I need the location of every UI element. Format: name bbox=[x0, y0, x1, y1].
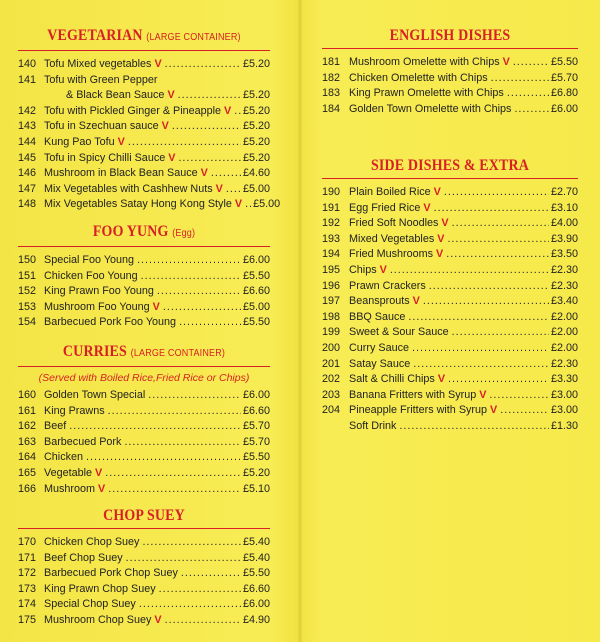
item-name: Beansprouts bbox=[349, 295, 410, 308]
vegetarian-marker: V bbox=[224, 104, 232, 117]
section-subtitle: (LARGE CONTAINER) bbox=[146, 32, 241, 43]
dot-leader bbox=[172, 119, 241, 135]
item-price: £5.20 bbox=[242, 135, 270, 148]
vegetarian-marker: V bbox=[167, 89, 175, 102]
item-price: £6.00 bbox=[242, 254, 270, 266]
item-number: 191 bbox=[322, 201, 341, 214]
vegetarian-marker: V bbox=[234, 198, 243, 211]
item-price: £5.50 bbox=[242, 316, 270, 329]
menu-item bbox=[18, 104, 270, 120]
section-title-text: ENGLISH DISHES bbox=[389, 27, 511, 44]
dot-leader bbox=[105, 466, 241, 482]
item-number: 148 bbox=[18, 198, 37, 211]
item-price: £6.00 bbox=[242, 598, 270, 611]
section-note: (Served with Boiled Rice,Fried Rice or Chips) bbox=[38, 372, 250, 384]
item-name: Tofu in Szechuan sauce bbox=[44, 120, 159, 133]
vegetarian-marker: V bbox=[437, 373, 446, 386]
chop-suey-section bbox=[18, 506, 270, 629]
item-price: £5.20 bbox=[242, 89, 270, 102]
item-number: 204 bbox=[322, 404, 341, 417]
item-number: 143 bbox=[18, 120, 37, 133]
item-number: 196 bbox=[322, 279, 341, 292]
dot-leader bbox=[452, 325, 549, 341]
menu-item bbox=[322, 279, 578, 295]
menu-item bbox=[18, 613, 270, 629]
dot-leader bbox=[413, 357, 549, 373]
vegetarian-marker: V bbox=[200, 167, 208, 180]
item-name: Barbecued Pork bbox=[44, 435, 122, 448]
item-price: £5.40 bbox=[242, 536, 270, 548]
dot-leader bbox=[507, 86, 549, 102]
item-number: 202 bbox=[322, 373, 341, 386]
item-price: £5.70 bbox=[550, 71, 578, 84]
item-price: £6.60 bbox=[242, 582, 270, 595]
page-fold bbox=[298, 0, 302, 642]
item-number: 152 bbox=[18, 285, 37, 298]
vegetarian-marker: V bbox=[490, 404, 498, 417]
dot-leader bbox=[141, 269, 241, 285]
item-number: 142 bbox=[18, 104, 37, 117]
vegetarian-marker: V bbox=[436, 248, 444, 261]
menu-item bbox=[322, 185, 578, 201]
item-name: Mushroom in Black Bean Sauce bbox=[44, 167, 198, 180]
item-price: £2.00 bbox=[550, 326, 578, 339]
item-number: 203 bbox=[322, 388, 341, 401]
curries-section bbox=[18, 342, 270, 497]
vegetarian-marker: V bbox=[379, 263, 387, 276]
menu-item bbox=[18, 119, 270, 135]
section-title-text: SIDE DISHES & EXTRA bbox=[370, 157, 530, 174]
section-title-text: CURRIES bbox=[62, 343, 127, 360]
section-title bbox=[335, 26, 565, 46]
item-name: Tofu with Green Pepper bbox=[44, 73, 158, 86]
item-price: £5.20 bbox=[242, 151, 270, 164]
item-name: Golden Town Omelette with Chips bbox=[349, 102, 512, 115]
vegetarian-marker: V bbox=[423, 201, 431, 214]
menu-item bbox=[322, 325, 578, 341]
item-number: 166 bbox=[18, 482, 37, 495]
item-name: Mushroom Chop Suey bbox=[44, 613, 152, 626]
item-name: Chicken Foo Young bbox=[44, 269, 138, 282]
dot-leader bbox=[434, 201, 549, 217]
menu-item bbox=[18, 269, 270, 285]
dot-leader bbox=[163, 300, 241, 316]
item-number: 172 bbox=[18, 567, 37, 580]
menu-item bbox=[322, 247, 578, 263]
menu-item bbox=[322, 403, 578, 419]
item-price: £3.90 bbox=[550, 232, 578, 245]
section-divider bbox=[322, 48, 578, 49]
item-price: £4.00 bbox=[550, 217, 578, 230]
vegetarian-marker: V bbox=[98, 482, 106, 495]
item-name: Prawn Crackers bbox=[349, 279, 426, 292]
dot-leader bbox=[226, 182, 241, 198]
menu-item bbox=[322, 310, 578, 326]
section-subtitle: (LARGE CONTAINER) bbox=[130, 348, 226, 359]
item-name: Chicken bbox=[44, 451, 84, 464]
item-name: Kung Pao Tofu bbox=[44, 135, 115, 148]
menu-item bbox=[18, 300, 270, 316]
item-name: Mushroom Foo Young bbox=[44, 300, 150, 313]
item-number: 197 bbox=[322, 295, 341, 308]
side-dishes-section bbox=[322, 156, 578, 435]
section-divider bbox=[18, 366, 270, 367]
item-name: Soft Drink bbox=[349, 419, 397, 432]
item-name: Chips bbox=[349, 263, 377, 276]
menu-item bbox=[18, 450, 270, 466]
foo-yung-section bbox=[18, 222, 270, 331]
dot-leader bbox=[142, 535, 241, 551]
dot-leader bbox=[165, 613, 241, 629]
dot-leader bbox=[86, 450, 241, 466]
dot-leader bbox=[124, 435, 241, 451]
item-price: £5.50 bbox=[550, 56, 578, 68]
menu-item bbox=[322, 372, 578, 388]
item-name: Plain Boiled Rice bbox=[349, 186, 431, 198]
item-name: Tofu with Pickled Ginger & Pineapple bbox=[44, 104, 222, 117]
item-name: Barbecued Pork Chop Suey bbox=[44, 567, 178, 580]
section-title bbox=[31, 26, 258, 48]
menu-item bbox=[18, 466, 270, 482]
dot-leader bbox=[126, 551, 241, 567]
item-name: Special Chop Suey bbox=[44, 598, 136, 611]
item-name: Fried Mushrooms bbox=[349, 248, 433, 261]
dot-leader bbox=[178, 151, 241, 167]
item-number: 154 bbox=[18, 316, 37, 329]
dot-leader bbox=[452, 216, 549, 232]
dot-leader bbox=[513, 55, 549, 71]
item-number: 182 bbox=[322, 71, 341, 84]
section-title bbox=[335, 156, 565, 176]
item-number: 162 bbox=[18, 420, 37, 433]
item-name: Tofu Mixed vegetables bbox=[44, 58, 152, 70]
dot-leader bbox=[429, 279, 549, 295]
section-divider bbox=[18, 528, 270, 529]
item-price: £2.30 bbox=[550, 357, 578, 370]
item-number: 198 bbox=[322, 310, 341, 323]
menu-item bbox=[18, 551, 270, 567]
item-price: £5.50 bbox=[242, 567, 270, 580]
menu-item bbox=[322, 201, 578, 217]
dot-leader bbox=[211, 166, 241, 182]
dot-leader bbox=[448, 372, 549, 388]
item-number: 201 bbox=[322, 357, 341, 370]
item-name: Sweet & Sour Sauce bbox=[349, 326, 449, 339]
dot-leader bbox=[412, 341, 549, 357]
item-number: 199 bbox=[322, 326, 341, 339]
item-name: King Prawns bbox=[44, 404, 105, 417]
vegetarian-marker: V bbox=[412, 295, 420, 308]
item-price: £3.30 bbox=[550, 373, 578, 386]
vegetarian-marker: V bbox=[161, 120, 169, 133]
item-name: Banana Fritters with Syrup bbox=[349, 388, 477, 401]
dot-leader bbox=[159, 582, 241, 598]
item-price: £5.20 bbox=[242, 466, 270, 479]
menu-item bbox=[322, 71, 578, 87]
item-name: Vegetable bbox=[44, 466, 93, 479]
item-price: £5.70 bbox=[242, 420, 270, 433]
item-name: King Prawn Omelette with Chips bbox=[349, 87, 504, 100]
section-title-text: CHOP SUEY bbox=[103, 507, 185, 524]
dot-leader bbox=[446, 247, 549, 263]
item-number: 153 bbox=[18, 300, 37, 313]
dot-leader bbox=[444, 185, 549, 201]
item-number: 173 bbox=[18, 582, 37, 595]
dot-leader bbox=[165, 57, 241, 73]
menu-item bbox=[18, 73, 270, 89]
item-number: 175 bbox=[18, 613, 37, 626]
item-price: £2.30 bbox=[550, 263, 578, 276]
item-price: £5.70 bbox=[242, 435, 270, 448]
item-name: King Prawn Chop Suey bbox=[44, 582, 156, 595]
item-price: £4.90 bbox=[242, 613, 270, 626]
menu-item bbox=[18, 535, 270, 551]
section-title-text: FOO YUNG bbox=[92, 223, 169, 240]
dot-leader bbox=[69, 419, 241, 435]
item-number: 190 bbox=[322, 186, 341, 198]
vegetarian-marker: V bbox=[215, 182, 223, 195]
menu-item bbox=[322, 86, 578, 102]
menu-item bbox=[322, 419, 578, 435]
dot-leader bbox=[137, 253, 241, 269]
menu-item bbox=[18, 284, 270, 300]
item-number: 194 bbox=[322, 248, 341, 261]
menu-item bbox=[322, 263, 578, 279]
item-name: Barbecued Pork Foo Young bbox=[44, 316, 177, 329]
item-name: King Prawn Foo Young bbox=[44, 285, 154, 298]
item-name: Mixed Vegetables bbox=[349, 232, 435, 245]
menu-item bbox=[18, 166, 270, 182]
item-name: Golden Town Special bbox=[44, 389, 146, 401]
item-price: £6.60 bbox=[242, 285, 270, 298]
vegetarian-section bbox=[18, 26, 281, 213]
menu-item bbox=[18, 482, 270, 498]
item-price: £5.20 bbox=[242, 120, 270, 133]
item-price: £5.00 bbox=[253, 198, 281, 211]
item-name: Pineapple Fritters with Syrup bbox=[349, 404, 488, 417]
item-name: Special Foo Young bbox=[44, 254, 135, 266]
dot-leader bbox=[157, 284, 241, 300]
vegetarian-marker: V bbox=[152, 300, 160, 313]
item-price: £4.60 bbox=[242, 167, 270, 180]
dot-leader bbox=[178, 88, 241, 104]
item-price: £3.50 bbox=[550, 248, 578, 261]
vegetarian-marker: V bbox=[154, 58, 162, 70]
menu-item bbox=[18, 253, 270, 269]
item-price: £3.10 bbox=[550, 201, 578, 214]
item-price: £5.10 bbox=[242, 482, 270, 495]
menu-item bbox=[322, 232, 578, 248]
menu-item bbox=[18, 435, 270, 451]
item-price: £6.80 bbox=[550, 87, 578, 100]
menu-item bbox=[322, 216, 578, 232]
menu-item bbox=[18, 404, 270, 420]
dot-leader bbox=[108, 404, 241, 420]
item-number: 160 bbox=[18, 389, 37, 401]
item-price: £6.00 bbox=[242, 389, 270, 401]
section-title bbox=[31, 222, 258, 244]
section-divider bbox=[18, 246, 270, 247]
dot-leader bbox=[181, 566, 241, 582]
item-number: 174 bbox=[18, 598, 37, 611]
dot-leader bbox=[390, 263, 549, 279]
menu-item bbox=[18, 151, 270, 167]
vegetarian-marker: V bbox=[479, 388, 487, 401]
menu-item bbox=[18, 135, 270, 151]
menu-item bbox=[322, 102, 578, 118]
item-price: £5.40 bbox=[242, 551, 270, 564]
item-number: 193 bbox=[322, 232, 341, 245]
menu-item bbox=[322, 294, 578, 310]
item-name: Tofu in Spicy Chilli Sauce bbox=[44, 151, 166, 164]
dot-leader bbox=[148, 388, 241, 404]
dot-leader bbox=[500, 403, 549, 419]
item-price: £1.30 bbox=[550, 419, 578, 432]
item-number: 146 bbox=[18, 167, 37, 180]
menu-item bbox=[18, 88, 270, 104]
item-name: Fried Soft Noodles bbox=[349, 217, 439, 230]
vegetarian-marker: V bbox=[168, 151, 176, 164]
dot-leader bbox=[514, 102, 549, 118]
vegetarian-marker: V bbox=[502, 56, 510, 68]
item-price: £5.50 bbox=[242, 269, 270, 282]
menu-item bbox=[18, 182, 270, 198]
dot-leader bbox=[408, 310, 549, 326]
item-name: Salt & Chilli Chips bbox=[349, 373, 435, 386]
item-name: Beef bbox=[44, 420, 67, 433]
item-number: 151 bbox=[18, 269, 37, 282]
dot-leader bbox=[423, 294, 549, 310]
item-price: £3.00 bbox=[550, 388, 578, 401]
menu-item bbox=[18, 419, 270, 435]
item-price: £3.00 bbox=[550, 404, 578, 417]
section-title-text: VEGETARIAN bbox=[47, 27, 143, 44]
item-price: £2.00 bbox=[550, 310, 578, 323]
item-name: & Black Bean Sauce bbox=[66, 89, 165, 102]
section-subtitle: (Egg) bbox=[172, 228, 196, 239]
item-number: 181 bbox=[322, 56, 341, 68]
item-price: £2.00 bbox=[550, 341, 578, 354]
vegetarian-marker: V bbox=[441, 217, 449, 230]
item-price: £5.00 bbox=[242, 182, 270, 195]
menu-item bbox=[18, 582, 270, 598]
dot-leader bbox=[489, 388, 549, 404]
dot-leader bbox=[179, 315, 241, 331]
vegetarian-marker: V bbox=[437, 232, 445, 245]
item-price: £6.00 bbox=[550, 102, 578, 115]
section-divider bbox=[322, 178, 578, 179]
item-number: 170 bbox=[18, 536, 37, 548]
menu-item bbox=[18, 388, 270, 404]
item-name: Chicken Chop Suey bbox=[44, 536, 140, 548]
section-divider bbox=[18, 50, 270, 51]
item-price: £2.30 bbox=[550, 279, 578, 292]
item-number: 145 bbox=[18, 151, 37, 164]
item-number: 195 bbox=[322, 263, 341, 276]
item-name: Egg Fried Rice bbox=[349, 201, 421, 214]
item-price: £5.00 bbox=[242, 300, 270, 313]
dot-leader bbox=[108, 482, 241, 498]
item-number: 150 bbox=[18, 254, 37, 266]
section-title bbox=[31, 506, 258, 526]
item-name: Satay Sauce bbox=[349, 357, 411, 370]
dot-leader bbox=[245, 197, 251, 213]
item-price: £3.40 bbox=[550, 295, 578, 308]
item-number: 140 bbox=[18, 58, 37, 70]
menu-item bbox=[322, 357, 578, 373]
dot-leader bbox=[139, 597, 241, 613]
item-number: 161 bbox=[18, 404, 37, 417]
menu-item bbox=[18, 315, 270, 331]
item-name: Mushroom bbox=[44, 482, 96, 495]
vegetarian-marker: V bbox=[117, 135, 125, 148]
dot-leader bbox=[399, 419, 549, 435]
menu-item bbox=[322, 55, 578, 71]
item-price: £2.70 bbox=[550, 186, 578, 198]
item-name: Mix Vegetables Satay Hong Kong Style bbox=[44, 198, 232, 211]
section-title bbox=[31, 342, 258, 364]
item-price: £5.50 bbox=[242, 451, 270, 464]
item-price: £5.20 bbox=[242, 104, 270, 117]
item-price: £5.20 bbox=[242, 58, 270, 70]
vegetarian-marker: V bbox=[433, 186, 441, 198]
item-number: 200 bbox=[322, 341, 341, 354]
vegetarian-marker: V bbox=[95, 466, 103, 479]
item-name: Beef Chop Suey bbox=[44, 551, 123, 564]
item-number: 184 bbox=[322, 102, 341, 115]
item-number: 144 bbox=[18, 135, 37, 148]
item-number: 183 bbox=[322, 87, 341, 100]
item-name: Chicken Omelette with Chips bbox=[349, 71, 488, 84]
menu-item bbox=[18, 597, 270, 613]
item-price: £6.60 bbox=[242, 404, 270, 417]
item-number: 192 bbox=[322, 217, 341, 230]
vegetarian-marker: V bbox=[154, 613, 162, 626]
menu-item bbox=[322, 341, 578, 357]
item-number: 147 bbox=[18, 182, 37, 195]
menu-item bbox=[322, 388, 578, 404]
menu-item bbox=[18, 57, 270, 73]
dot-leader bbox=[234, 104, 241, 120]
english-dishes-section bbox=[322, 26, 578, 117]
dot-leader bbox=[128, 135, 241, 151]
dot-leader bbox=[491, 71, 549, 87]
item-name: Mix Vegetables with Cashhew Nuts bbox=[44, 182, 213, 195]
menu-item bbox=[18, 566, 270, 582]
item-name: Mushroom Omelette with Chips bbox=[349, 56, 500, 68]
item-number: 163 bbox=[18, 435, 37, 448]
item-number: 165 bbox=[18, 466, 37, 479]
item-name: Curry Sauce bbox=[349, 341, 410, 354]
item-number: 164 bbox=[18, 451, 37, 464]
menu-item bbox=[18, 197, 281, 213]
item-number: 141 bbox=[18, 73, 37, 86]
dot-leader bbox=[447, 232, 549, 248]
item-number: 171 bbox=[18, 551, 37, 564]
item-name: BBQ Sauce bbox=[349, 310, 406, 323]
